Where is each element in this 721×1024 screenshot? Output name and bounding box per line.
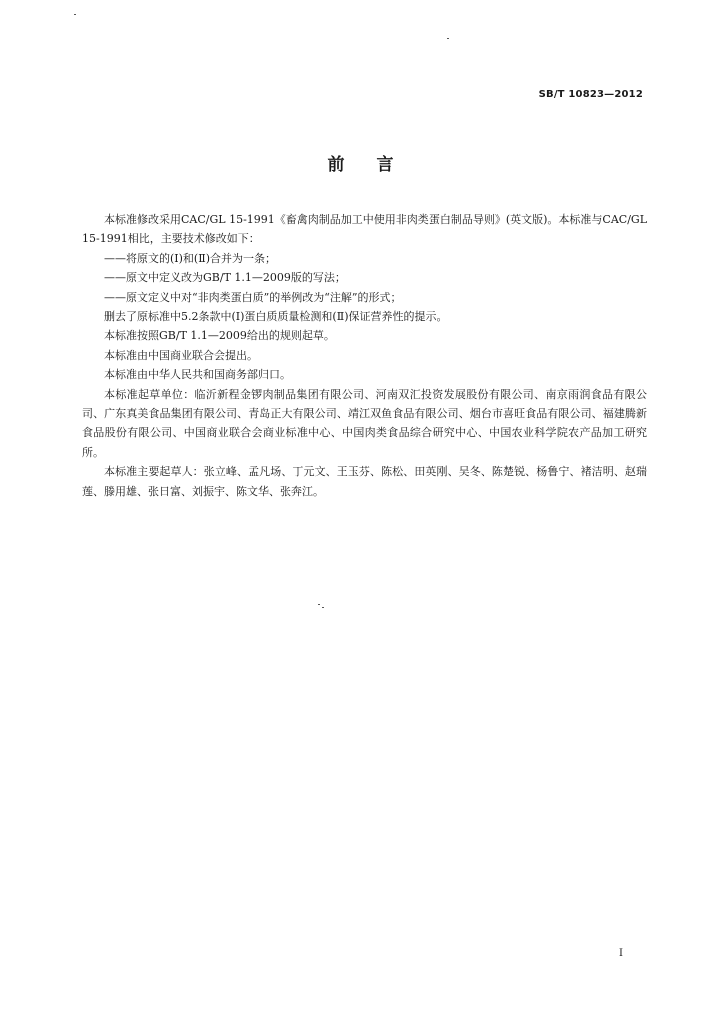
- drafting-units-paragraph: 本标准起草单位：临沂新程金锣肉制品集团有限公司、河南双汇投资发展股份有限公司、南京雨润食品有限公司、广东真美食品集团有限公司、青岛正大有限公司、靖江双鱼食品有限公司、烟台市喜旺食品有限公司、福建腾新食品股份有限公司、中国商业联合会商业标准中心、中国肉类食品综合研究中心、中国农业科学院农产品加工研究所。: [82, 387, 647, 459]
- scan-speck: [74, 14, 76, 15]
- page-title: 前言: [327, 155, 426, 175]
- modification-item: 删去了原标准中5.2条款中(Ⅰ)蛋白质质量检测和(Ⅱ)保证营养性的提示。: [104, 310, 448, 324]
- drafting-rules-paragraph: 本标准按照GB/T 1.1—2009给出的规则起草。: [104, 329, 335, 343]
- modification-item: ——将原文的(Ⅰ)和(Ⅱ)合并为一条；: [104, 251, 276, 265]
- modification-item: ——原文中定义改为GB/T 1.1—2009版的写法；: [104, 271, 346, 285]
- scan-speck: [318, 604, 320, 605]
- scan-speck: [447, 38, 449, 39]
- scan-speck: [322, 607, 324, 608]
- intro-paragraph: 本标准修改采用CAC/GL 15-1991《畜禽肉制品加工中使用非肉类蛋白制品导则》(英文版)。本标准与CAC/GL 15-1991相比，主要技术修改如下：: [82, 213, 647, 246]
- administrator-paragraph: 本标准由中华人民共和国商务部归口。: [104, 368, 291, 382]
- drafters-paragraph: 本标准主要起草人：张立峰、孟凡场、丁元文、王玉芬、陈松、田英刚、吴冬、陈楚锐、杨鲁宁、褚洁明、赵瑞莲、滕用雄、张日富、刘振宇、陈文华、张奔江。: [82, 465, 647, 498]
- proposer-paragraph: 本标准由中国商业联合会提出。: [104, 348, 258, 362]
- page-number: I: [619, 948, 623, 959]
- body-text: [82, 210, 647, 501]
- standard-code: SB/T 10823—2012: [538, 89, 643, 100]
- modification-item: ——原文定义中对“非肉类蛋白质”的举例改为“注解”的形式；: [104, 290, 402, 304]
